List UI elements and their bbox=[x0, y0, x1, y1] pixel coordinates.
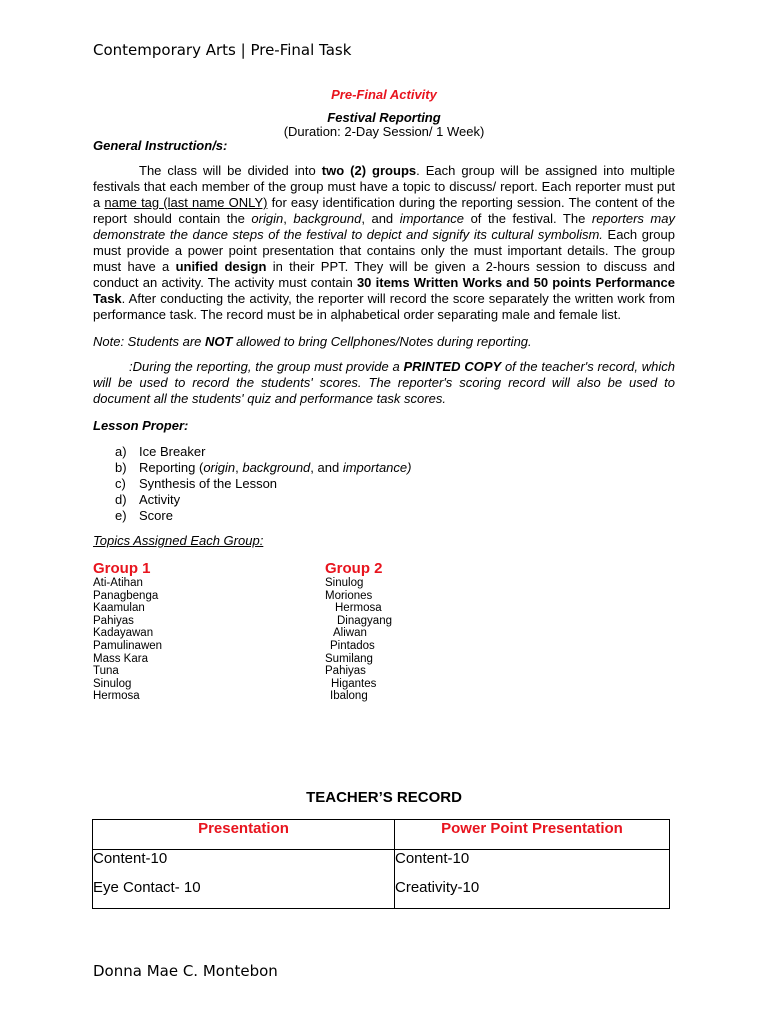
list-item bbox=[115, 476, 411, 492]
reporting-text: Reporting ( bbox=[139, 460, 204, 475]
instructions-paragraph bbox=[93, 163, 675, 323]
festival-item: Mass Kara bbox=[93, 652, 148, 665]
p1-text: . Each group will be assigned into multiple festivals that each member of the group must have a topic to discuss/ report. Each reporter must put a bbox=[93, 163, 676, 210]
note-text: allowed to bring Cellphones/Notes during reporting. bbox=[232, 334, 532, 349]
reporting-origin: origin bbox=[203, 460, 236, 475]
topics-heading: Topics Assigned Each Group: bbox=[93, 533, 264, 548]
festival-item: Tuna bbox=[93, 665, 119, 678]
group2-heading: Group 2 bbox=[325, 560, 383, 577]
list-marker: e) bbox=[115, 508, 127, 523]
page-footer: Donna Mae C. Montebon bbox=[93, 962, 278, 980]
lesson-list bbox=[115, 444, 411, 524]
festival-item: Hermosa bbox=[335, 602, 382, 615]
p1-text: The class will be divided into bbox=[139, 163, 322, 178]
list-item bbox=[115, 492, 411, 508]
ppt-criteria bbox=[395, 850, 670, 909]
list-marker: d) bbox=[115, 492, 127, 507]
p1-reporters-demo: reporters may demonstrate the dance steps of the festival to depict and signify its cultural symbolism. bbox=[93, 211, 675, 242]
group1-list bbox=[93, 577, 162, 703]
festival-item: Sinulog bbox=[325, 577, 364, 589]
festival-item: Ibalong bbox=[330, 690, 368, 703]
reporting-background: background bbox=[242, 460, 311, 475]
reporting-sep: , bbox=[235, 460, 243, 475]
festival-item: Moriones bbox=[325, 589, 373, 602]
p1-text: of the festival. The bbox=[464, 211, 592, 226]
printed-copy-paragraph bbox=[93, 359, 675, 407]
reporting-importance: importance) bbox=[342, 460, 412, 475]
festival-item: Sumilang bbox=[325, 652, 373, 665]
p1-items-points: 30 items Written Works and 50 points Performance Task bbox=[93, 275, 676, 306]
group2-list bbox=[325, 577, 392, 703]
p1-text: , bbox=[283, 211, 294, 226]
note-line bbox=[93, 334, 532, 349]
p1-background: background bbox=[293, 211, 362, 226]
table-header-row bbox=[93, 820, 670, 850]
lesson-proper-heading: Lesson Proper: bbox=[93, 418, 189, 433]
list-text: Score bbox=[139, 508, 173, 523]
criteria-item: Content-10 bbox=[93, 850, 168, 867]
p1-name-tag: name tag (last name ONLY) bbox=[104, 195, 268, 210]
p2-printed-copy: PRINTED COPY bbox=[403, 359, 502, 374]
festival-item: Pamulinawen bbox=[93, 639, 163, 652]
list-marker: b) bbox=[115, 460, 127, 475]
list-item bbox=[115, 444, 411, 460]
festival-item: Dinagyang bbox=[337, 614, 392, 627]
teachers-record-table bbox=[92, 819, 670, 909]
list-marker: a) bbox=[115, 444, 127, 459]
list-marker: c) bbox=[115, 476, 126, 491]
festival-item: Kaamulan bbox=[93, 602, 145, 615]
list-text: Synthesis of the Lesson bbox=[139, 476, 278, 491]
teachers-record-title: TEACHER’S RECORD bbox=[306, 789, 462, 806]
list-text: Ice Breaker bbox=[139, 444, 206, 459]
page-header: Contemporary Arts | Pre-Final Task bbox=[93, 41, 352, 59]
festival-item: Ati-Atihan bbox=[93, 577, 143, 589]
table-row bbox=[93, 850, 670, 909]
p1-text: . After conducting the activity, the reporter will record the score separately the written work from performance task. The record must be in alphabetical order separating male and female list. bbox=[93, 291, 675, 322]
column-header-ppt: Power Point Presentation bbox=[395, 820, 670, 850]
p1-text: in their PPT. They will be given a 2-hours session to discuss and conduct an activity. The activity must contain bbox=[93, 259, 675, 290]
festival-item: Higantes bbox=[331, 677, 377, 690]
presentation-criteria bbox=[93, 850, 395, 909]
festival-item: Kadayawan bbox=[93, 627, 154, 640]
note-text: Note: Students are bbox=[93, 334, 206, 349]
instructions-heading: General Instruction/s: bbox=[93, 138, 228, 153]
festival-item: Aliwan bbox=[333, 627, 367, 640]
criteria-item: Eye Contact- 10 bbox=[93, 879, 201, 896]
festival-item: Hermosa bbox=[93, 690, 140, 703]
p1-text: for easy identification during the reporting session. The content of the report should contain the bbox=[93, 195, 675, 226]
p2-text: :During the reporting, the group must provide a bbox=[129, 359, 404, 374]
p1-text: Each group must provide a power point presentation that contains only the must important details. The group must have a bbox=[93, 227, 675, 274]
activity-title: Pre-Final Activity bbox=[331, 87, 437, 102]
festival-item: Sinulog bbox=[93, 677, 132, 690]
list-item bbox=[115, 508, 411, 524]
list-text bbox=[139, 460, 411, 476]
criteria-item: Content-10 bbox=[395, 850, 470, 867]
festival-item: Panagbenga bbox=[93, 589, 159, 602]
festival-item: Pintados bbox=[330, 639, 375, 652]
activity-duration: (Duration: 2-Day Session/ 1 Week) bbox=[283, 124, 485, 139]
festival-item: Pahiyas bbox=[93, 614, 134, 627]
activity-subtitle: Festival Reporting bbox=[327, 110, 441, 125]
criteria-item: Creativity-10 bbox=[395, 879, 480, 896]
p1-unified-design: unified design bbox=[175, 259, 267, 274]
p1-importance: importance bbox=[399, 211, 465, 226]
festival-item: Pahiyas bbox=[325, 665, 366, 678]
p1-groups: two (2) groups bbox=[321, 163, 417, 178]
group1-heading: Group 1 bbox=[93, 560, 151, 577]
note-not: NOT bbox=[205, 334, 233, 349]
list-item bbox=[115, 460, 411, 476]
list-text: Activity bbox=[139, 492, 181, 507]
p2-text: of the teacher's record, which will be used to record the students' scores. The reporter's scoring record will also be used to document all the students' quiz and performance task scores. bbox=[93, 359, 676, 406]
p1-text: , and bbox=[361, 211, 400, 226]
column-header-presentation: Presentation bbox=[93, 820, 395, 850]
reporting-sep: , and bbox=[310, 460, 343, 475]
p1-origin: origin bbox=[251, 211, 284, 226]
